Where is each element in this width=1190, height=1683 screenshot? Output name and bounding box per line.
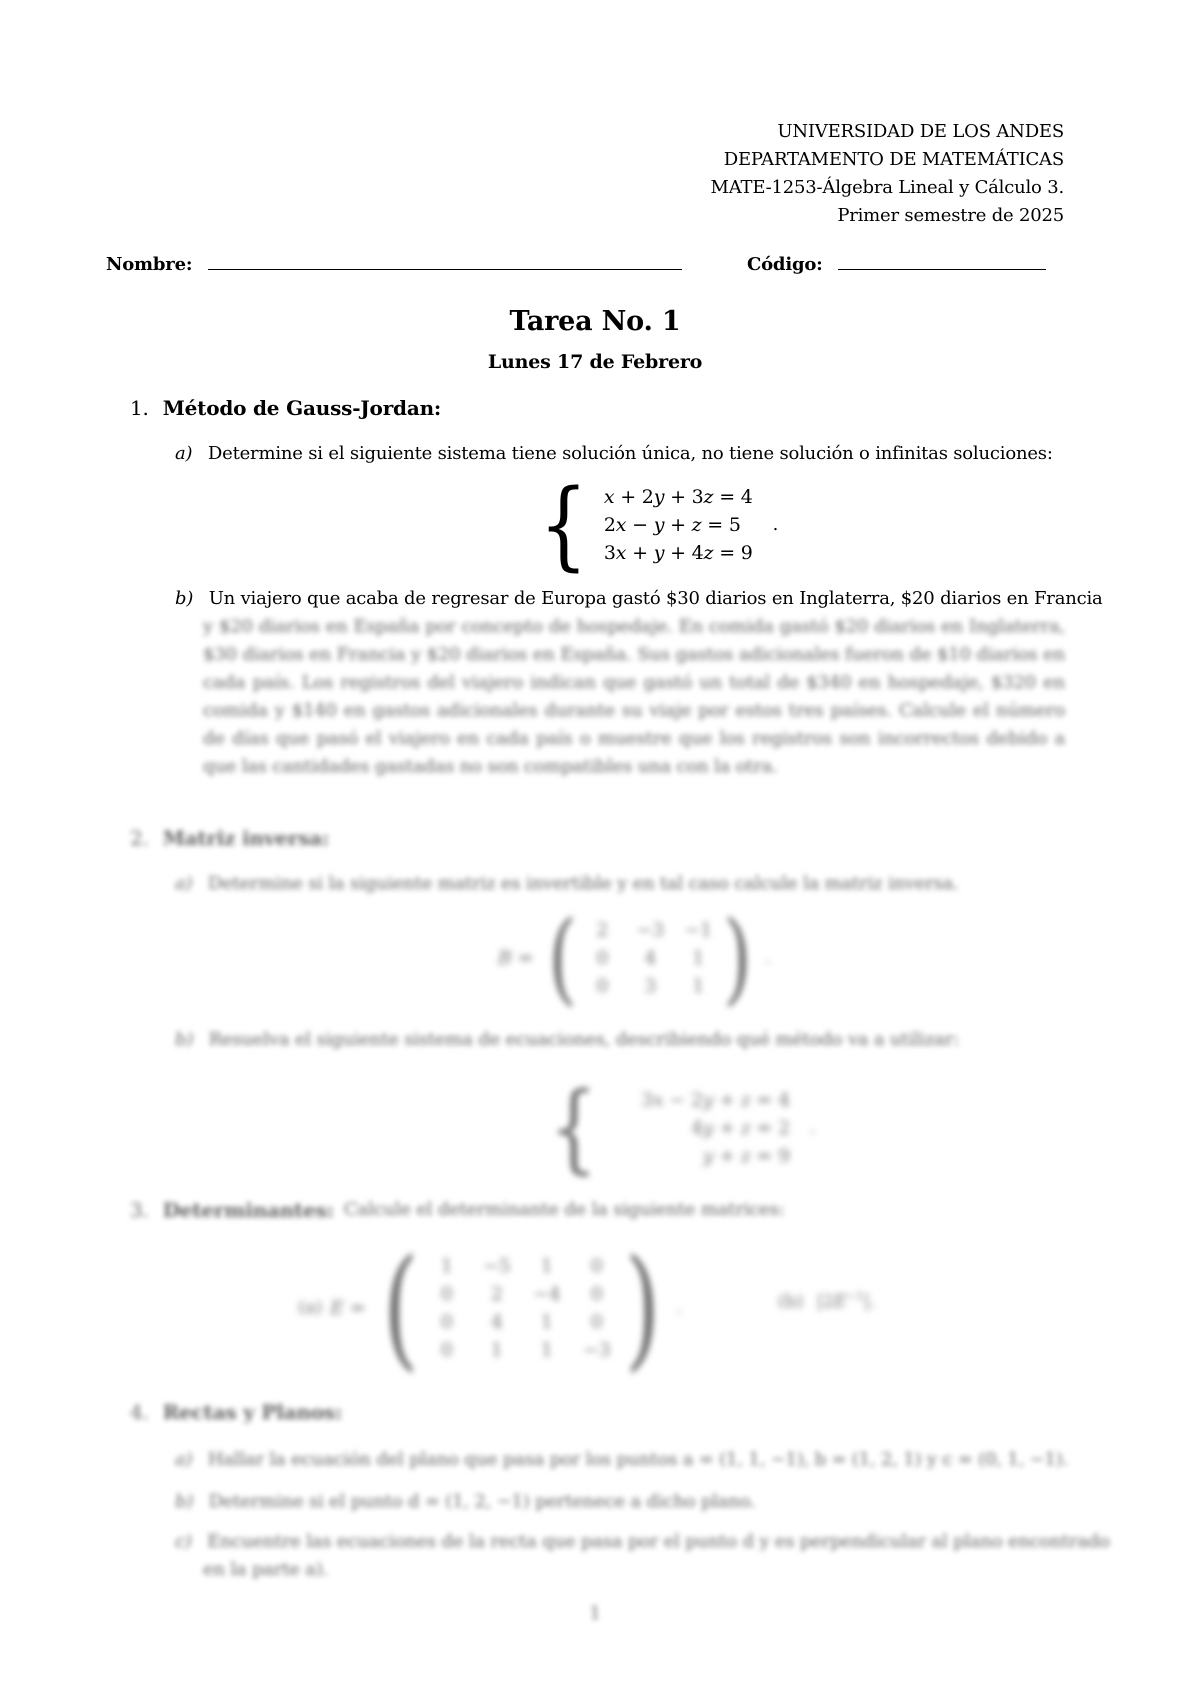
problem-3-heading <box>130 1196 785 1224</box>
letterhead <box>711 118 1065 230</box>
code-label: Código: <box>747 254 823 275</box>
problem-1-title: Método de Gauss-Jordan: <box>162 396 442 420</box>
matrix-cell: 1 <box>540 1339 553 1361</box>
item-4a <box>175 1446 1068 1474</box>
matrix-cell: 1 <box>490 1339 503 1361</box>
system-1-equations <box>604 483 753 567</box>
problem-2-heading <box>130 824 329 852</box>
course-name: MATE-1253-Álgebra Lineal y Cálculo 3. <box>710 177 1064 198</box>
problem-3-text: Calcule el determinante de la siguiente matrices: <box>343 1199 785 1220</box>
name-label: Nombre: <box>106 254 193 275</box>
name-field <box>106 249 682 279</box>
problem-4-number: 4. <box>130 1400 149 1424</box>
matrix-cell: 0 <box>590 1311 603 1333</box>
matrix-cell: 1 <box>540 1311 553 1333</box>
name-blank-line <box>208 249 682 270</box>
assignment-date: Lunes 17 de Febrero <box>487 351 703 373</box>
problem-2-title: Matriz inversa: <box>162 826 330 850</box>
problem-3-title: Determinantes: <box>162 1198 334 1222</box>
problem-1-heading <box>130 394 441 422</box>
problem-2-number: 2. <box>130 826 149 850</box>
matrix-cell: 0 <box>440 1283 453 1305</box>
matrix-cell: 0 <box>440 1311 453 1333</box>
university-name: UNIVERSIDAD DE LOS ANDES <box>777 121 1064 142</box>
system-1 <box>533 469 779 581</box>
page-number: 1 <box>589 1603 601 1624</box>
semester: Primer semestre de 2025 <box>837 205 1064 226</box>
right-paren: ) <box>624 1231 661 1385</box>
item-1b-label: b) <box>175 588 194 609</box>
matrix-b-entries <box>588 916 712 1000</box>
matrix-cell: 1 <box>692 947 705 969</box>
system-1-period: . <box>772 514 779 535</box>
matrix-cell: 1 <box>440 1255 453 1277</box>
item-1a-text: Determine si el siguiente sistema tiene solución única, no tiene solución o infinitas soluciones: <box>207 443 1053 464</box>
equation-line: y + z = 9 <box>702 1145 790 1167</box>
equation-line: x + 2y + 3z = 4 <box>603 486 753 508</box>
problem-1-number: 1. <box>130 396 149 420</box>
matrix-e-period: . <box>676 1297 682 1318</box>
matrix-cell: 4 <box>490 1311 503 1333</box>
item-4c <box>175 1528 1110 1556</box>
matrix-cell: 0 <box>590 1283 603 1305</box>
item-4a-label: a) <box>175 1449 193 1470</box>
matrix-cell: 0 <box>590 1255 603 1277</box>
matrix-cell: −5 <box>482 1255 511 1277</box>
matrix-cell: 4 <box>644 947 657 969</box>
item-2b <box>175 1026 959 1054</box>
matrix-e-display <box>298 1231 682 1385</box>
item-1a <box>175 440 1053 468</box>
right-paren: ) <box>723 899 753 1016</box>
item-4b <box>175 1488 756 1516</box>
matrix-b-display <box>498 899 771 1016</box>
matrix-cell: −4 <box>532 1283 561 1305</box>
matrix-cell: 2 <box>596 919 609 941</box>
matrix-cell: 0 <box>596 975 609 997</box>
item-1b-text-line1: Un viajero que acaba de regresar de Europa gastó $30 diarios en Inglaterra, $20 diarios en Francia <box>208 588 1103 609</box>
matrix-cell: 1 <box>540 1255 553 1277</box>
item-3b-label: (b) <box>778 1291 803 1312</box>
code-blank-line <box>838 249 1046 270</box>
item-1a-label: a) <box>175 443 193 464</box>
item-1b-text-rest: y $20 diarios en España por concepto de hospedaje. En comida gastó $20 diarios en Inglaterra, $30 diarios en Francia y $20 diarios en España. Sus gastos adicionales fueron de $10 diarios en cada país. Los registros del viajero indican que gastó un total de $340 en hospedaje, $320 en comida y $140 en gastos adicionales durante su viaje por estos tres países. Calcule el número de días que pasó el viajero en cada país o muestre que los registros son incorrectos debido a que las cantidades gastadas no son compatibles una con la otra. <box>203 616 1065 777</box>
equation-line: 2x − y + z = 5 <box>603 514 741 536</box>
item-2a-label: a) <box>175 873 193 894</box>
matrix-cell: −1 <box>684 919 712 941</box>
matrix-cell: 2 <box>490 1283 503 1305</box>
item-4b-text: Determine si el punto d = (1, 2, −1) pertenece a dicho plano. <box>208 1491 756 1512</box>
code-field <box>747 249 1046 279</box>
matrix-cell: −3 <box>582 1339 611 1361</box>
equation-line: 3x + y + 4z = 9 <box>603 542 753 564</box>
item-3b <box>778 1288 875 1316</box>
matrix-cell: 0 <box>440 1339 453 1361</box>
assignment-title: Tarea No. 1 <box>509 306 681 337</box>
left-brace: { <box>549 1072 598 1184</box>
item-2a <box>175 870 959 898</box>
item-4b-label: b) <box>175 1491 194 1512</box>
item-2b-label: b) <box>175 1029 194 1050</box>
matrix-cell: 1 <box>692 975 705 997</box>
matrix-cell: −3 <box>636 919 664 941</box>
problem-3-number: 3. <box>130 1198 149 1222</box>
equation-line: 3x − 2y + z = 4 <box>641 1089 790 1111</box>
left-paren: ( <box>383 1231 420 1385</box>
item-4c-label: c) <box>175 1531 192 1552</box>
left-brace: { <box>539 469 588 581</box>
matrix-e-entries <box>433 1252 611 1364</box>
left-paren: ( <box>548 899 578 1016</box>
item-4c-text-line2: en la parte a). <box>203 1559 329 1580</box>
item-1b-first-line <box>175 585 1103 613</box>
system-2-period: . <box>809 1117 816 1138</box>
determinant-expression: $|2E^{-1}|$. <box>816 1289 876 1312</box>
system-2-equations <box>614 1086 790 1170</box>
matrix-cell: 0 <box>596 947 609 969</box>
problem-4-title: Rectas y Planos: <box>162 1400 343 1424</box>
problem-4-heading <box>130 1398 342 1426</box>
item-3a-label: (a) <box>298 1297 323 1318</box>
equation-line: 4y + z = 2 <box>690 1117 790 1139</box>
item-2a-text: Determine si la siguiente matriz es invertible y en tal caso calcule la matriz inversa. <box>207 873 959 894</box>
item-4a-text: Hallar la ecuación del plano que pasa por los puntos a = (1, 1, −1), b = (1, 2, 1) y c = (0, 1, −1). <box>207 1449 1069 1470</box>
item-2b-text: Resuelva el siguiente sistema de ecuaciones, describiendo qué método va a utilizar: <box>208 1029 960 1050</box>
matrix-e-name: E = <box>330 1297 366 1319</box>
system-2 <box>543 1072 816 1184</box>
matrix-cell: 3 <box>644 975 657 997</box>
department-name: DEPARTAMENTO DE MATEMÁTICAS <box>723 149 1064 170</box>
matrix-b-name: B = <box>498 947 534 969</box>
matrix-b-period: . <box>764 947 771 968</box>
item-4c-text: Encuentre las ecuaciones de la recta que pasa por el punto d y es perpendicular al plano encontrado <box>207 1531 1110 1552</box>
